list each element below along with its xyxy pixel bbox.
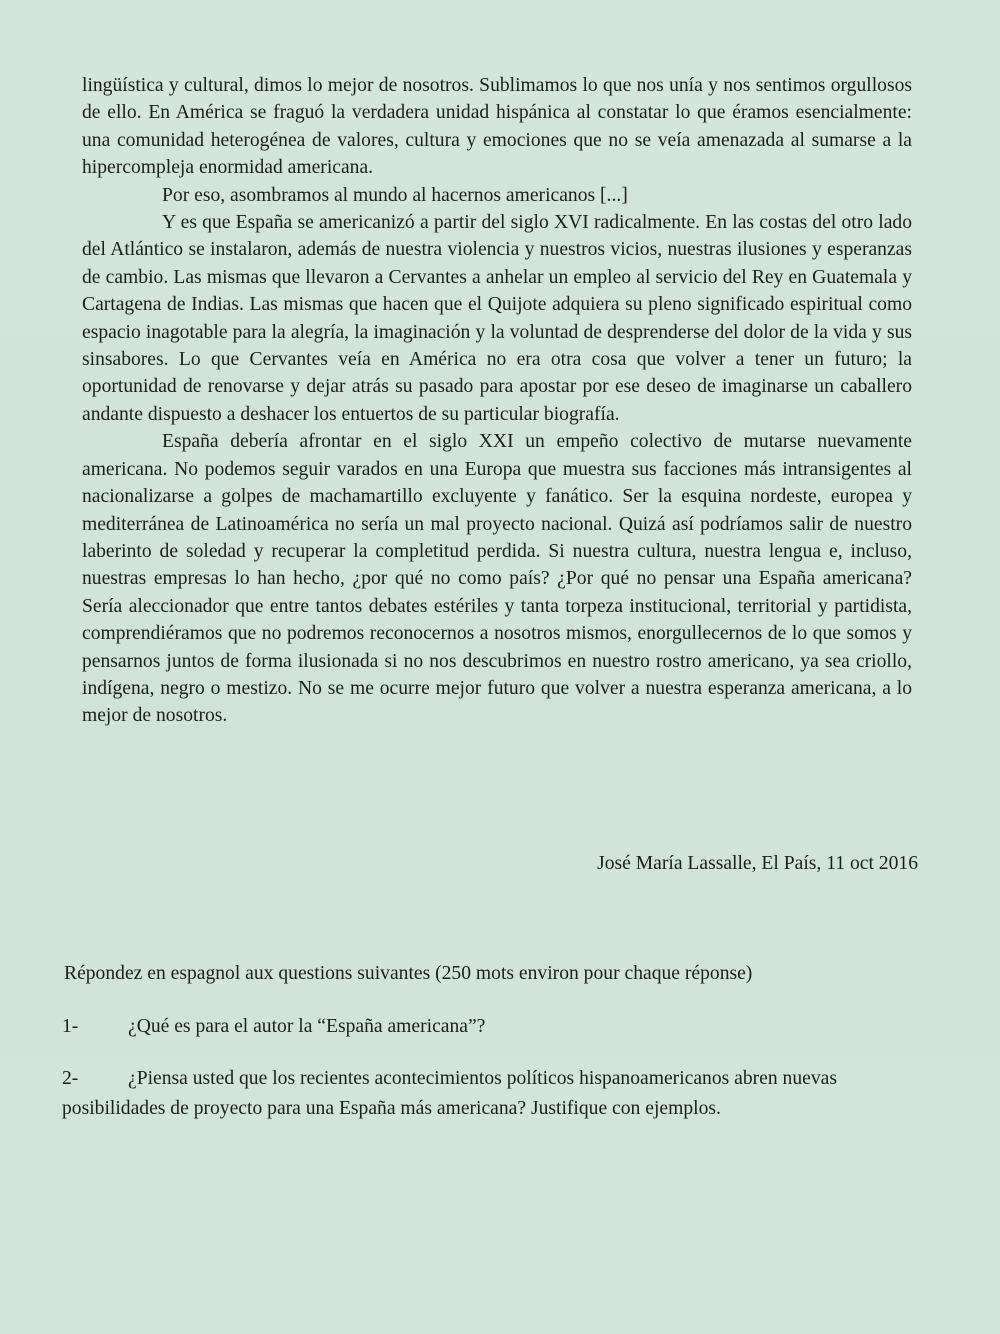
question-2 [62, 1064, 912, 1124]
article-paragraph: España debería afrontar en el siglo XXI un empeño colectivo de mutarse nuevamente americana. No podemos seguir varados en una Europa que muestra sus facciones más intransigentes al nacionalizarse a golpes de machamartillo excluyente y fanático. Ser la esquina nordeste, europea y mediterránea de Latinoamérica no sería un mal proyecto nacional. Quizá así podríamos salir de nuestro laberinto de soledad y recuperar la completitud perdida. Si nuestra cultura, nuestra lengua e, incluso, nuestras empresas lo han hecho, ¿por qué no como país? ¿Por qué no pensar una España americana? Sería aleccionador que entre tantos debates estériles y tanta torpeza institucional, territorial y partidista, comprendiéramos que no podremos reconocernos a nosotros mismos, enorgullecernos de lo que somos y pensarnos juntos de forma ilusionada si no nos descubrimos en nuestro rostro americano, ya sea criollo, indígena, negro o mestizo. No se me ocurre mejor futuro que volver a nuestra esperanza americana, a lo mejor de nosotros. [82, 431, 912, 727]
article-text [82, 72, 912, 730]
question-number: 2- [62, 1068, 79, 1089]
question-text: ¿Piensa usted que los recientes acontecimientos políticos hispanoamericanos abren nuevas posibilidades de proyecto para una España más americana? Justifique con ejemplos. [62, 1068, 837, 1119]
exercise-instructions: Répondez en espagnol aux questions suivantes (250 mots environ pour chaque réponse) [64, 963, 753, 984]
article-paragraph: Por eso, asombramos al mundo al hacernos americanos [...] [162, 184, 628, 206]
question-number: 1- [62, 1016, 79, 1037]
article-paragraph: Y es que España se americanizó a partir del siglo XVI radicalmente. En las costas del otro lado del Atlántico se instalaron, además de nuestra violencia y nuestros vicios, nuestras ilusiones y esperanzas de cambio. Las mismas que llevaron a Cervantes a anhelar un empleo al servicio del Rey en Guatemala y Cartagena de Indias. Las mismas que hacen que el Quijote adquiera su pleno significado espiritual como espacio inagotable para la alegría, la imaginación y la voluntad de desprenderse del dolor de la vida y sus sinsabores. Lo que Cervantes veía en América no era otra cosa que volver a tener un futuro; la oportunidad de renovarse y dejar atrás su pasado para apostar por ese deseo de imaginarse un caballero andante dispuesto a deshacer los entuertos de su particular biografía. [82, 212, 912, 425]
question-text: ¿Qué es para el autor la “España americana”? [128, 1016, 486, 1037]
article-paragraph: lingüística y cultural, dimos lo mejor de nosotros. Sublimamos lo que nos unía y nos sentimos orgullosos de ello. En América se fraguó la verdadera unidad hispánica al constatar lo que éramos esencialmente: una comunidad heterogénea de valores, cultura y emociones que no se veía amenazada al sumarse a la hipercompleja enormidad americana. [82, 75, 912, 179]
question-1 [62, 1012, 912, 1042]
article-signature: José María Lassalle, El País, 11 oct 2016 [597, 853, 918, 874]
